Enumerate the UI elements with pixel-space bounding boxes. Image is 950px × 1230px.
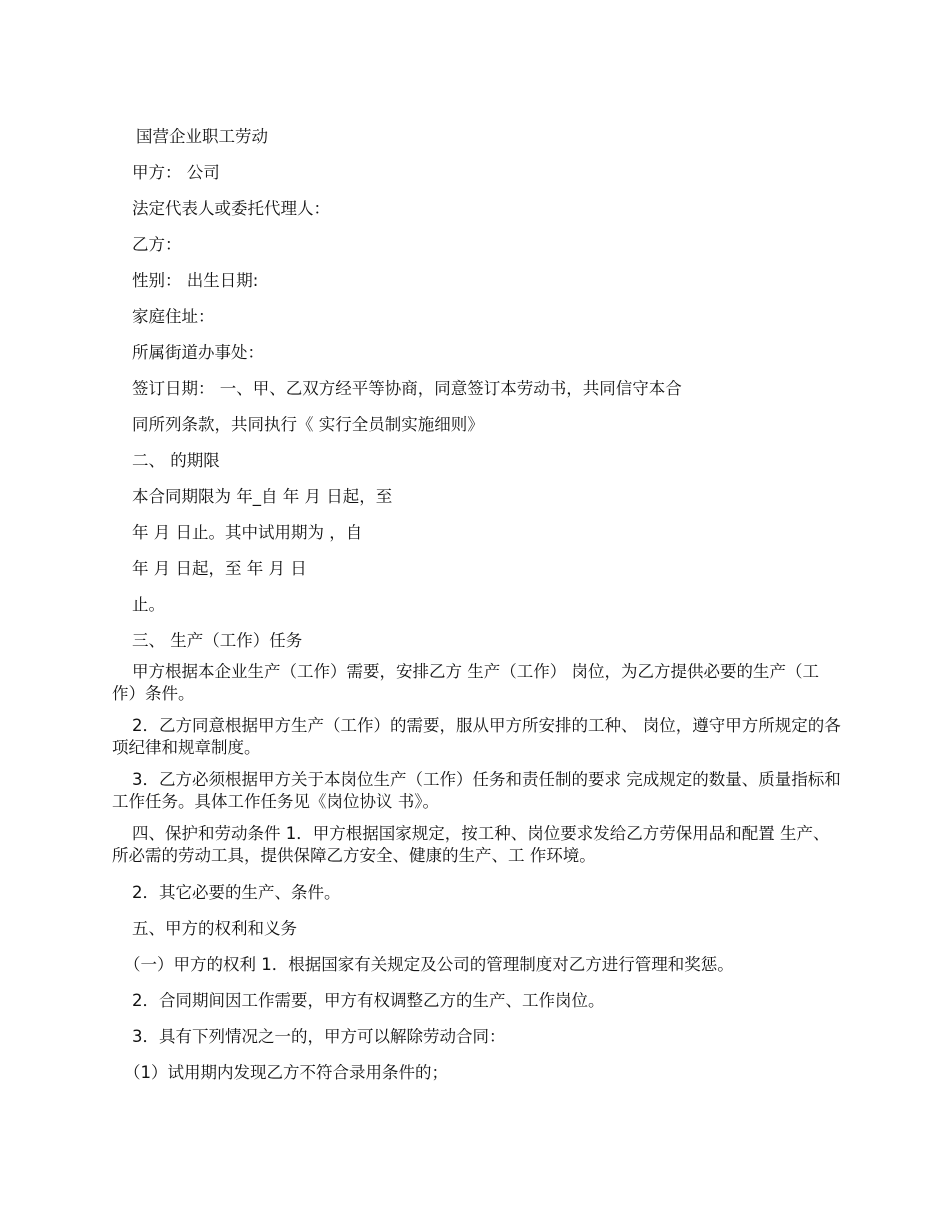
party-b-line: 乙方： (132, 235, 182, 254)
section-heading: 五、甲方的权利和义务 (132, 919, 297, 938)
paragraph: 3．乙方必须根据甲方关于本岗位生产（工作）任务和责任制的要求 完成规定的数量、质量指标和工作任务。具体工作任务见《岗位协议 书》。 (112, 770, 841, 811)
party-a-line: 甲方： 公司 (132, 163, 220, 182)
text-line: 年 月 日起，至 年 月 日 (132, 559, 307, 578)
home-address-line: 家庭住址： (132, 307, 215, 326)
text-line: 3．具有下列情况之一的，甲方可以解除劳动合同： (132, 1027, 506, 1046)
street-office-line: 所属街道办事处： (132, 343, 264, 362)
paragraph: 四、保护和劳动条件 1．甲方根据国家规定，按工种、岗位要求发给乙方劳保用品和配置 生产、所必需的劳动工具，提供保障乙方安全、健康的生产、工 作环境。 (112, 824, 830, 865)
paragraph: 2．乙方同意根据甲方生产（工作）的需要，服从甲方所安排的工种、 岗位，遵守甲方所规定的各项纪律和规章制度。 (112, 716, 841, 757)
gender-birthdate-line: 性别： 出生日期: (132, 271, 259, 290)
text-line: 年 月 日止。其中试用期为 ，自 (132, 523, 363, 542)
text-line: （1）试用期内发现乙方不符合录用条件的； (124, 1063, 448, 1082)
document-body (112, 123, 842, 1095)
text-line: 2．其它必要的生产、条件。 (132, 883, 341, 902)
document-title: 国营企业职工劳动 (136, 127, 268, 146)
text-line: 同所列条款，共同执行《 实行全员制实施细则》 (132, 415, 484, 434)
text-line: 2．合同期间因工作需要，甲方有权调整乙方的生产、工作岗位。 (132, 991, 605, 1010)
sign-date-line: 签订日期： 一、甲、乙双方经平等协商，同意签订本劳动书，共同信守本合 (132, 379, 682, 398)
text-line: 止。 (132, 595, 165, 614)
text-line: 本合同期限为 年_自 年 月 日起，至 (132, 487, 393, 506)
legal-representative-line: 法定代表人或委托代理人： (132, 199, 330, 218)
paragraph: 甲方根据本企业生产（工作）需要，安排乙方 生产（工作） 岗位，为乙方提供必要的生产（工作）条件。 (112, 662, 819, 703)
text-line: （一）甲方的权利 1．根据国家有关规定及公司的管理制度对乙方进行管理和奖惩。 (124, 955, 734, 974)
section-heading: 二、 的期限 (132, 451, 220, 470)
section-heading: 三、 生产（工作）任务 (132, 631, 303, 650)
